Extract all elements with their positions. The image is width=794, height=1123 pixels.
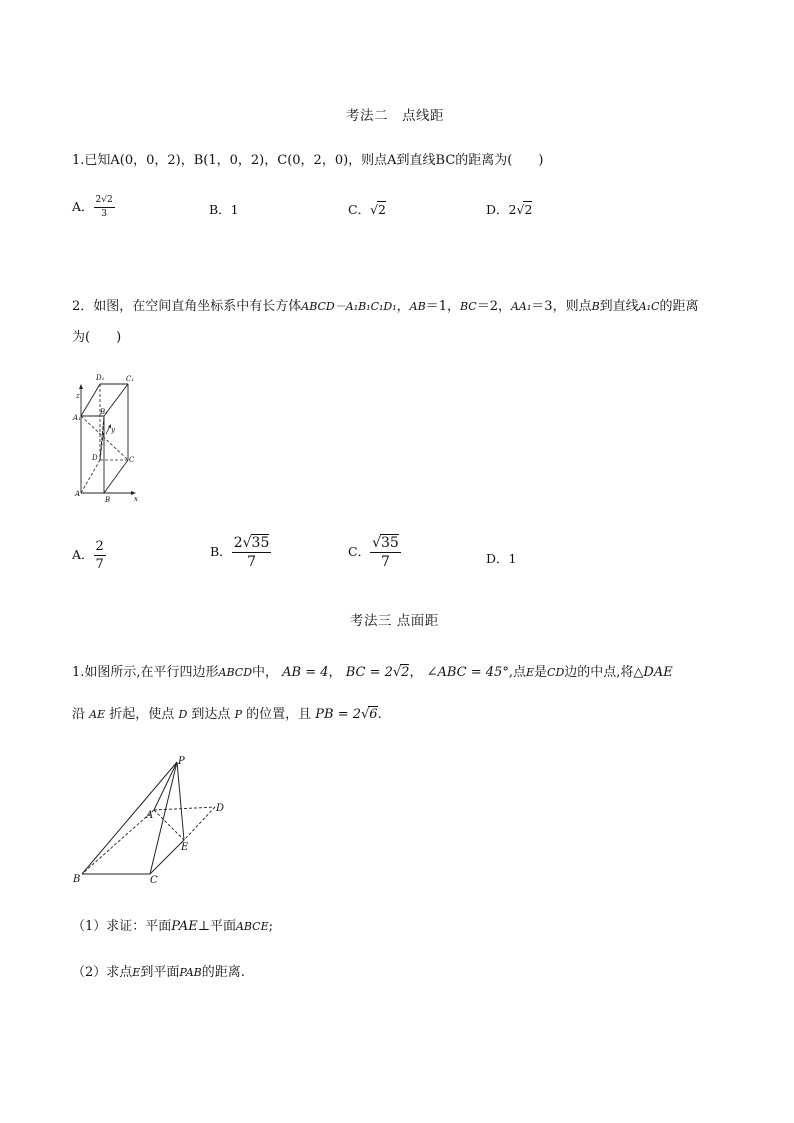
q1-option-b: B．1 <box>209 202 239 217</box>
math: PAB <box>179 966 202 979</box>
sqrt-sign: √ <box>370 202 379 217</box>
text: 边的中点,将 <box>564 665 634 680</box>
text: ＝1， <box>425 299 460 314</box>
text: 到直线 <box>599 299 639 314</box>
label-D: D <box>216 803 225 814</box>
text: ⊥平面 <box>197 919 236 934</box>
s3-q1-line2: 沿 AE 折起，使点 D 到达点 P 的位置，且 PB = 2√6. <box>72 707 382 722</box>
option-label: D．2 <box>486 202 517 217</box>
math: △DAE <box>633 665 673 680</box>
math: BC = 2 <box>345 665 393 680</box>
text: 的位置，且 <box>246 707 312 722</box>
label-E: E <box>181 842 189 853</box>
q2-stem-line1 <box>72 295 698 314</box>
math: A₁C <box>638 300 660 313</box>
fraction <box>94 540 106 571</box>
text: 是 <box>534 665 548 680</box>
label-C: C <box>129 456 135 464</box>
option-label: A． <box>72 547 94 562</box>
text: 折起，使点 <box>109 707 175 722</box>
text: ， <box>396 299 410 314</box>
label-B1: B₁ <box>100 408 108 416</box>
option-label: B． <box>210 544 232 559</box>
math: AA₁ <box>510 300 532 313</box>
fraction <box>94 196 115 219</box>
text: ， <box>328 665 342 680</box>
math: D <box>178 708 188 721</box>
coefficient: 2 <box>233 535 243 551</box>
radicand: 35 <box>381 535 399 551</box>
math: ABCE <box>235 920 269 933</box>
section3-title: 考法三 点面距 <box>350 613 439 629</box>
text: 到平面 <box>140 965 180 980</box>
math: P <box>234 708 242 721</box>
cuboid-figure <box>66 368 146 504</box>
text: 的距离 <box>659 299 699 314</box>
q2-option-b <box>210 536 271 569</box>
denominator: 7 <box>95 557 104 572</box>
math: AB = 4 <box>282 665 329 680</box>
option-label: C． <box>348 202 371 217</box>
math: PB = 2 <box>315 707 361 722</box>
text: 1.如图所示,在平行四边形 <box>72 665 219 680</box>
section2-title: 考法二 点线距 <box>346 108 444 124</box>
math: ABCD－A₁B₁C₁D₁ <box>301 300 397 313</box>
sqrt-sign: √ <box>516 202 525 217</box>
label-A: A <box>146 810 154 821</box>
sub-question-2 <box>72 961 245 980</box>
q2-stem-line2: 为( ) <box>72 330 122 345</box>
math: B <box>591 300 600 313</box>
text: . <box>377 707 382 722</box>
label-z: z <box>76 392 80 400</box>
text: 中， <box>252 665 279 680</box>
text: ,点 <box>508 665 526 680</box>
radicand: 2 <box>401 665 410 680</box>
numerator: 2 <box>95 539 104 554</box>
q2-option-c <box>348 536 401 569</box>
sub-question-1 <box>72 915 273 934</box>
label-A: A <box>75 490 81 498</box>
math: E <box>525 666 535 679</box>
numerator: √35 <box>372 535 399 551</box>
denominator: 7 <box>380 554 390 570</box>
label-D1: D₁ <box>96 374 105 382</box>
fraction <box>370 536 401 569</box>
s3-q1-line1: 1.如图所示,在平行四边形ABCD中， AB = 4， BC = 2√2， ∠ABC = 45°,点E是CD边的中点,将△DAE <box>72 665 673 680</box>
text: ＝3，则点 <box>531 299 592 314</box>
label-C: C <box>150 875 158 886</box>
math: E <box>132 966 141 979</box>
label-x: x <box>134 495 138 503</box>
label-C1: C₁ <box>126 375 135 383</box>
text: （1）求证：平面 <box>72 919 172 934</box>
option-label: C． <box>348 544 371 559</box>
text: （2）求点 <box>72 965 133 980</box>
radicand: 2 <box>378 202 386 217</box>
math: ∠ABC = 45° <box>426 665 509 680</box>
q2-option-d: D．1 <box>486 551 517 566</box>
q2-option-a <box>72 540 106 571</box>
numerator: 2√35 <box>233 535 270 551</box>
radicand: 35 <box>251 535 270 551</box>
numerator: 2√2 <box>94 196 115 208</box>
radicand: 2 <box>524 202 533 217</box>
text: ; <box>268 919 274 934</box>
q1-stem: 1.已知A(0，0，2)，B(1，0，2)，C(0，2，0)，则点A到直线BC的距离为( ) <box>72 153 544 168</box>
label-P: P <box>178 756 185 767</box>
math: BC <box>459 300 477 313</box>
text: ， <box>409 665 423 680</box>
folded-parallelogram-figure <box>70 752 240 888</box>
denominator: 7 <box>247 554 256 570</box>
q1-option-c <box>348 200 386 218</box>
text: 的距离. <box>201 965 245 980</box>
math: CD <box>547 666 565 679</box>
math: AE <box>89 708 106 721</box>
label-B: B <box>105 496 111 504</box>
text: ＝2， <box>476 299 511 314</box>
q1-option-a <box>72 196 115 219</box>
text: 2．如图，在空间直角坐标系中有长方体 <box>72 299 302 314</box>
q1-option-d <box>486 200 532 218</box>
text: 到达点 <box>191 707 231 722</box>
math: ABCD <box>218 666 253 679</box>
fraction <box>232 536 272 569</box>
label-y: y <box>111 426 115 434</box>
option-label: A． <box>72 199 94 214</box>
math: PAE <box>171 919 198 934</box>
label-A1: A₁ <box>73 414 81 422</box>
text: 沿 <box>72 707 86 722</box>
denominator: 3 <box>101 209 107 219</box>
radicand: 6 <box>369 707 378 722</box>
math: AB <box>409 300 426 313</box>
label-B: B <box>73 874 81 885</box>
label-D: D <box>92 454 98 462</box>
